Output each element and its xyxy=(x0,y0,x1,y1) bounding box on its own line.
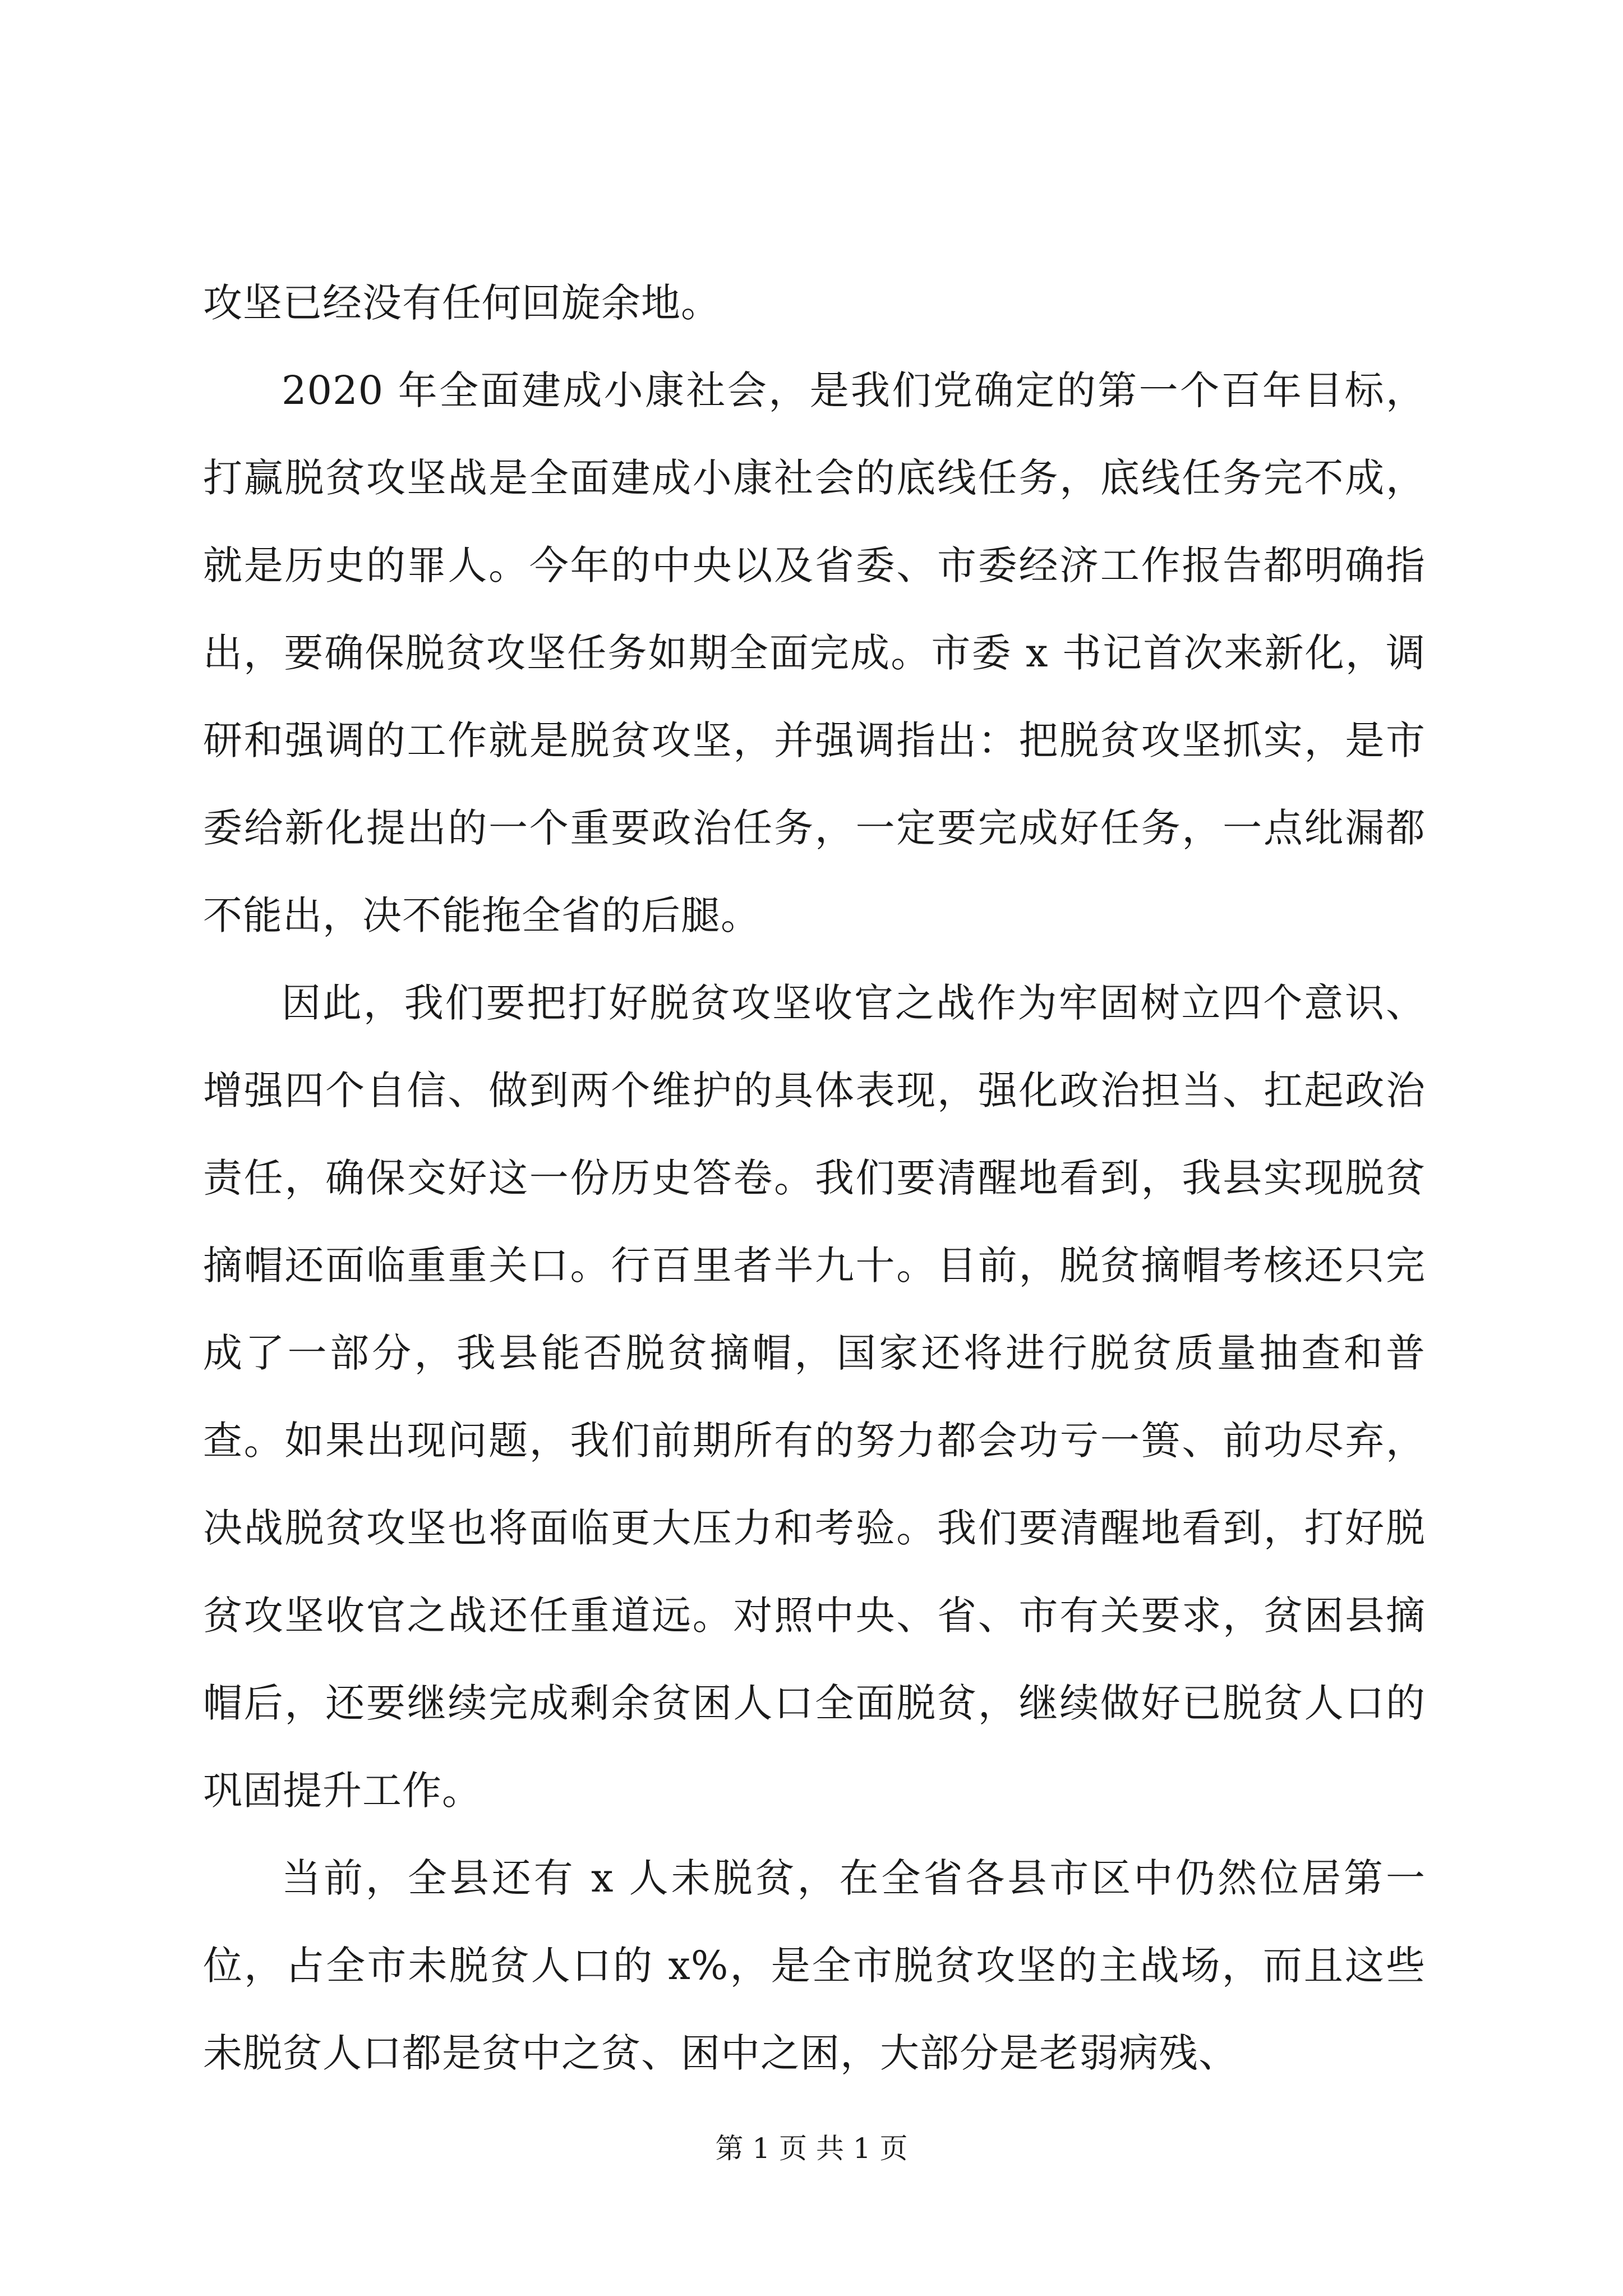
paragraph-2: 2020 年全面建成小康社会，是我们党确定的第一个百年目标，打赢脱贫攻坚战是全面建成小康社会的底线任务，底线任务完不成，就是历史的罪人。今年的中央以及省委、市委经济工作报告都明确指出，要确保脱贫攻坚任务如期全面完成。市委 x 书记首次来新化，调研和强调的工作就是脱贫攻坚，并强调指出：把脱贫攻坚抓实，是市委给新化提出的一个重要政治任务，一定要完成好任务，一点纰漏都不能出，决不能拖全省的后腿。 xyxy=(203,367,1426,938)
paragraph-3: 因此，我们要把打好脱贫攻坚收官之战作为牢固树立四个意识、增强四个自信、做到两个维护的具体表现，强化政治担当、扛起政治责任，确保交好这一份历史答卷。我们要清醒地看到，我县实现脱贫摘帽还面临重重关口。行百里者半九十。目前，脱贫摘帽考核还只完成了一部分，我县能否脱贫摘帽，国家还将进行脱贫质量抽查和普查。如果出现问题，我们前期所有的努力都会功亏一篑、前功尽弃，决战脱贫攻坚也将面临更大压力和考验。我们要清醒地看到，打好脱贫攻坚收官之战还任重道远。对照中央、省、市有关要求，贫困县摘帽后，还要继续完成剩余贫困人口全面脱贫，继续做好已脱贫人口的巩固提升工作。 xyxy=(203,980,1426,1814)
paragraph-4: 当前，全县还有 x 人未脱贫，在全省各县市区中仍然位居第一位，占全市未脱贫人口的 x%，是全市脱贫攻坚的主战场，而且这些未脱贫人口都是贫中之贫、困中之困，大部分是老弱病残、 xyxy=(203,1855,1426,2076)
paragraph-1: 攻坚已经没有任何回旋余地。 xyxy=(203,280,721,326)
document-body xyxy=(203,259,1426,2097)
page-footer: 第 1 页 共 1 页 xyxy=(715,2132,908,2165)
